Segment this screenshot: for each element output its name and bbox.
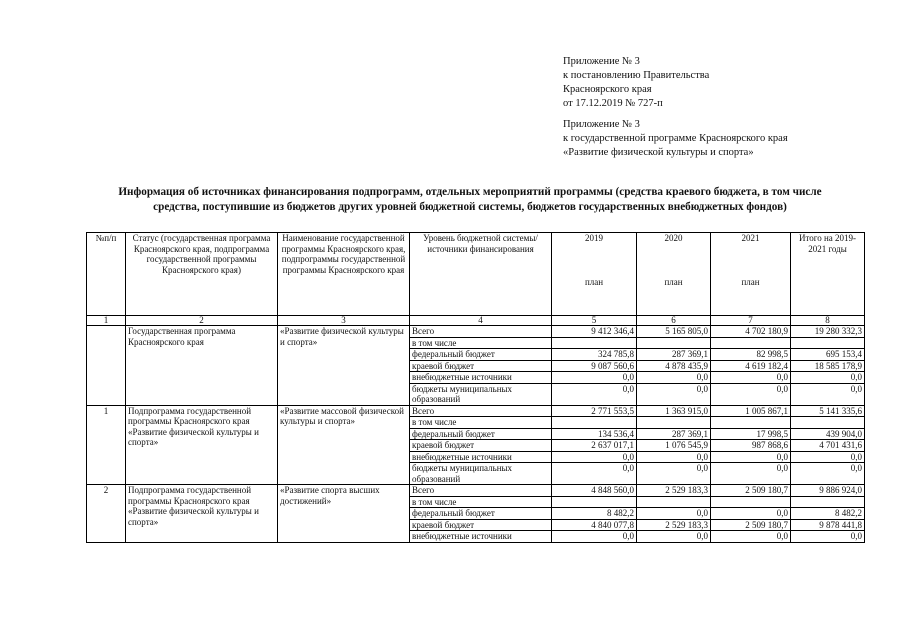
value-2021: 0,0 — [711, 372, 791, 384]
value-2020: 0,0 — [637, 372, 711, 384]
value-2019: 0,0 — [552, 383, 637, 405]
value-2020: 0,0 — [637, 463, 711, 485]
value-2020: 287 369,1 — [637, 349, 711, 361]
value-2020: 287 369,1 — [637, 428, 711, 440]
value-2021 — [711, 496, 791, 508]
value-total: 8 482,2 — [791, 508, 865, 520]
value-2020: 0,0 — [637, 451, 711, 463]
row-program-name: «Развитие массовой физической культуры и спорта» — [278, 405, 410, 485]
value-total: 9 886 924,0 — [791, 485, 865, 497]
value-2019: 2 771 553,5 — [552, 405, 637, 417]
value-2020: 2 529 183,3 — [637, 519, 711, 531]
row-source-label: бюджеты муниципальных образований — [410, 463, 552, 485]
value-total: 0,0 — [791, 451, 865, 463]
row-number: 1 — [87, 405, 126, 485]
value-total — [791, 337, 865, 349]
col-number: 8 — [791, 316, 865, 326]
row-source-label: Всего — [410, 326, 552, 338]
value-2020: 2 529 183,3 — [637, 485, 711, 497]
value-2019: 0,0 — [552, 531, 637, 543]
value-total: 5 141 335,6 — [791, 405, 865, 417]
row-number: 2 — [87, 485, 126, 543]
value-2021 — [711, 337, 791, 349]
value-total: 695 153,4 — [791, 349, 865, 361]
value-2021: 82 998,5 — [711, 349, 791, 361]
row-source-label: в том числе — [410, 417, 552, 429]
value-2021: 0,0 — [711, 531, 791, 543]
header-line: Приложение № 3 — [563, 119, 640, 130]
value-2019: 0,0 — [552, 451, 637, 463]
value-2020 — [637, 337, 711, 349]
value-total: 18 585 178,9 — [791, 360, 865, 372]
row-source-label: бюджеты муниципальных образований — [410, 383, 552, 405]
row-source-label: внебюджетные источники — [410, 451, 552, 463]
header-level: Уровень бюджетной системы/ источники финансирования — [410, 233, 552, 316]
value-2019: 0,0 — [552, 463, 637, 485]
col-number: 4 — [410, 316, 552, 326]
header-line: Красноярского края — [563, 84, 652, 95]
value-total: 9 878 441,8 — [791, 519, 865, 531]
col-number: 5 — [552, 316, 637, 326]
header-2021 — [711, 233, 791, 316]
plan-label: план — [664, 276, 683, 287]
value-2020: 0,0 — [637, 531, 711, 543]
year-label: 2020 — [664, 233, 683, 243]
appendix-header — [563, 55, 788, 160]
header-line: к государственной программе Красноярского края — [563, 133, 788, 144]
table-row — [87, 405, 865, 417]
table-header-row — [87, 233, 865, 316]
value-2021: 0,0 — [711, 451, 791, 463]
value-2021: 2 509 180,7 — [711, 485, 791, 497]
year-label: 2021 — [741, 233, 760, 243]
value-2019: 4 840 077,8 — [552, 519, 637, 531]
value-total — [791, 417, 865, 429]
value-2019: 9 412 346,4 — [552, 326, 637, 338]
header-status: Статус (государственная программа Красноярского края, подпрограмма государственной программы Красноярского края) — [126, 233, 278, 316]
col-number: 3 — [278, 316, 410, 326]
value-2019 — [552, 496, 637, 508]
value-2019: 9 087 560,6 — [552, 360, 637, 372]
header-line: к постановлению Правительства — [563, 70, 710, 81]
value-2021: 0,0 — [711, 383, 791, 405]
value-total — [791, 496, 865, 508]
value-2019 — [552, 417, 637, 429]
value-total: 19 280 332,3 — [791, 326, 865, 338]
row-status: Подпрограмма государственной программы Красноярского края «Развитие физической культуры и спорта» — [126, 405, 278, 485]
value-total: 4 701 431,6 — [791, 440, 865, 452]
row-number — [87, 326, 126, 406]
row-source-label: в том числе — [410, 337, 552, 349]
col-number: 2 — [126, 316, 278, 326]
year-label: 2019 — [585, 233, 603, 243]
row-source-label: краевой бюджет — [410, 440, 552, 452]
row-source-label: в том числе — [410, 496, 552, 508]
header-line: от 17.12.2019 № 727-п — [563, 98, 663, 109]
value-2020: 1 363 915,0 — [637, 405, 711, 417]
row-source-label: Всего — [410, 485, 552, 497]
value-2019 — [552, 337, 637, 349]
plan-label: план — [741, 276, 760, 287]
value-2019: 324 785,8 — [552, 349, 637, 361]
row-status: Государственная программа Красноярского края — [126, 326, 278, 406]
row-source-label: краевой бюджет — [410, 360, 552, 372]
table-row — [87, 485, 865, 497]
header-2019 — [552, 233, 637, 316]
value-total: 439 904,0 — [791, 428, 865, 440]
plan-label: план — [584, 276, 604, 287]
header-num: №п/п — [87, 233, 126, 316]
value-2020: 5 165 805,0 — [637, 326, 711, 338]
row-status: Подпрограмма государственной программы Красноярского края «Развитие физической культуры и спорта» — [126, 485, 278, 543]
value-2019: 4 848 560,0 — [552, 485, 637, 497]
row-program-name: «Развитие физической культуры и спорта» — [278, 326, 410, 406]
col-number: 6 — [637, 316, 711, 326]
value-2021 — [711, 417, 791, 429]
title-line: средства, поступившие из бюджетов других уровней бюджетной системы, бюджетов государственных внебюджетных фондов) — [153, 201, 787, 213]
col-number: 7 — [711, 316, 791, 326]
col-number: 1 — [87, 316, 126, 326]
row-source-label: федеральный бюджет — [410, 428, 552, 440]
value-2021: 1 005 867,1 — [711, 405, 791, 417]
table-row — [87, 326, 865, 338]
row-source-label: внебюджетные источники — [410, 531, 552, 543]
financing-table — [86, 232, 865, 543]
row-source-label: федеральный бюджет — [410, 508, 552, 520]
value-2021: 0,0 — [711, 508, 791, 520]
value-2021: 2 509 180,7 — [711, 519, 791, 531]
value-2021: 987 868,6 — [711, 440, 791, 452]
header-line: «Развитие физической культуры и спорта» — [563, 147, 754, 158]
value-2021: 4 619 182,4 — [711, 360, 791, 372]
document-title — [110, 185, 830, 215]
title-line: Информация об источниках финансирования подпрограмм, отдельных мероприятий программы (средства краевого бюджета, в том числе — [118, 186, 822, 198]
row-source-label: федеральный бюджет — [410, 349, 552, 361]
table-body — [87, 326, 865, 543]
column-number-row — [87, 316, 865, 326]
value-2020: 1 076 545,9 — [637, 440, 711, 452]
row-source-label: внебюджетные источники — [410, 372, 552, 384]
value-2020: 4 878 435,9 — [637, 360, 711, 372]
value-total: 0,0 — [791, 383, 865, 405]
value-2019: 8 482,2 — [552, 508, 637, 520]
value-2020: 0,0 — [637, 383, 711, 405]
value-2019: 0,0 — [552, 372, 637, 384]
value-2021: 0,0 — [711, 463, 791, 485]
row-source-label: краевой бюджет — [410, 519, 552, 531]
value-total: 0,0 — [791, 372, 865, 384]
row-program-name: «Развитие спорта высших достижений» — [278, 485, 410, 543]
value-2021: 17 998,5 — [711, 428, 791, 440]
header-name: Наименование государственной программы Красноярского края, подпрограммы государственной программы Красноярского края — [278, 233, 410, 316]
value-total: 0,0 — [791, 531, 865, 543]
value-2020: 0,0 — [637, 508, 711, 520]
header-2020 — [637, 233, 711, 316]
value-2021: 4 702 180,9 — [711, 326, 791, 338]
header-line: Приложение № 3 — [563, 56, 640, 67]
row-source-label: Всего — [410, 405, 552, 417]
value-2019: 2 637 017,1 — [552, 440, 637, 452]
header-total: Итого на 2019-2021 годы — [791, 233, 865, 316]
value-2019: 134 536,4 — [552, 428, 637, 440]
value-total: 0,0 — [791, 463, 865, 485]
value-2020 — [637, 496, 711, 508]
value-2020 — [637, 417, 711, 429]
